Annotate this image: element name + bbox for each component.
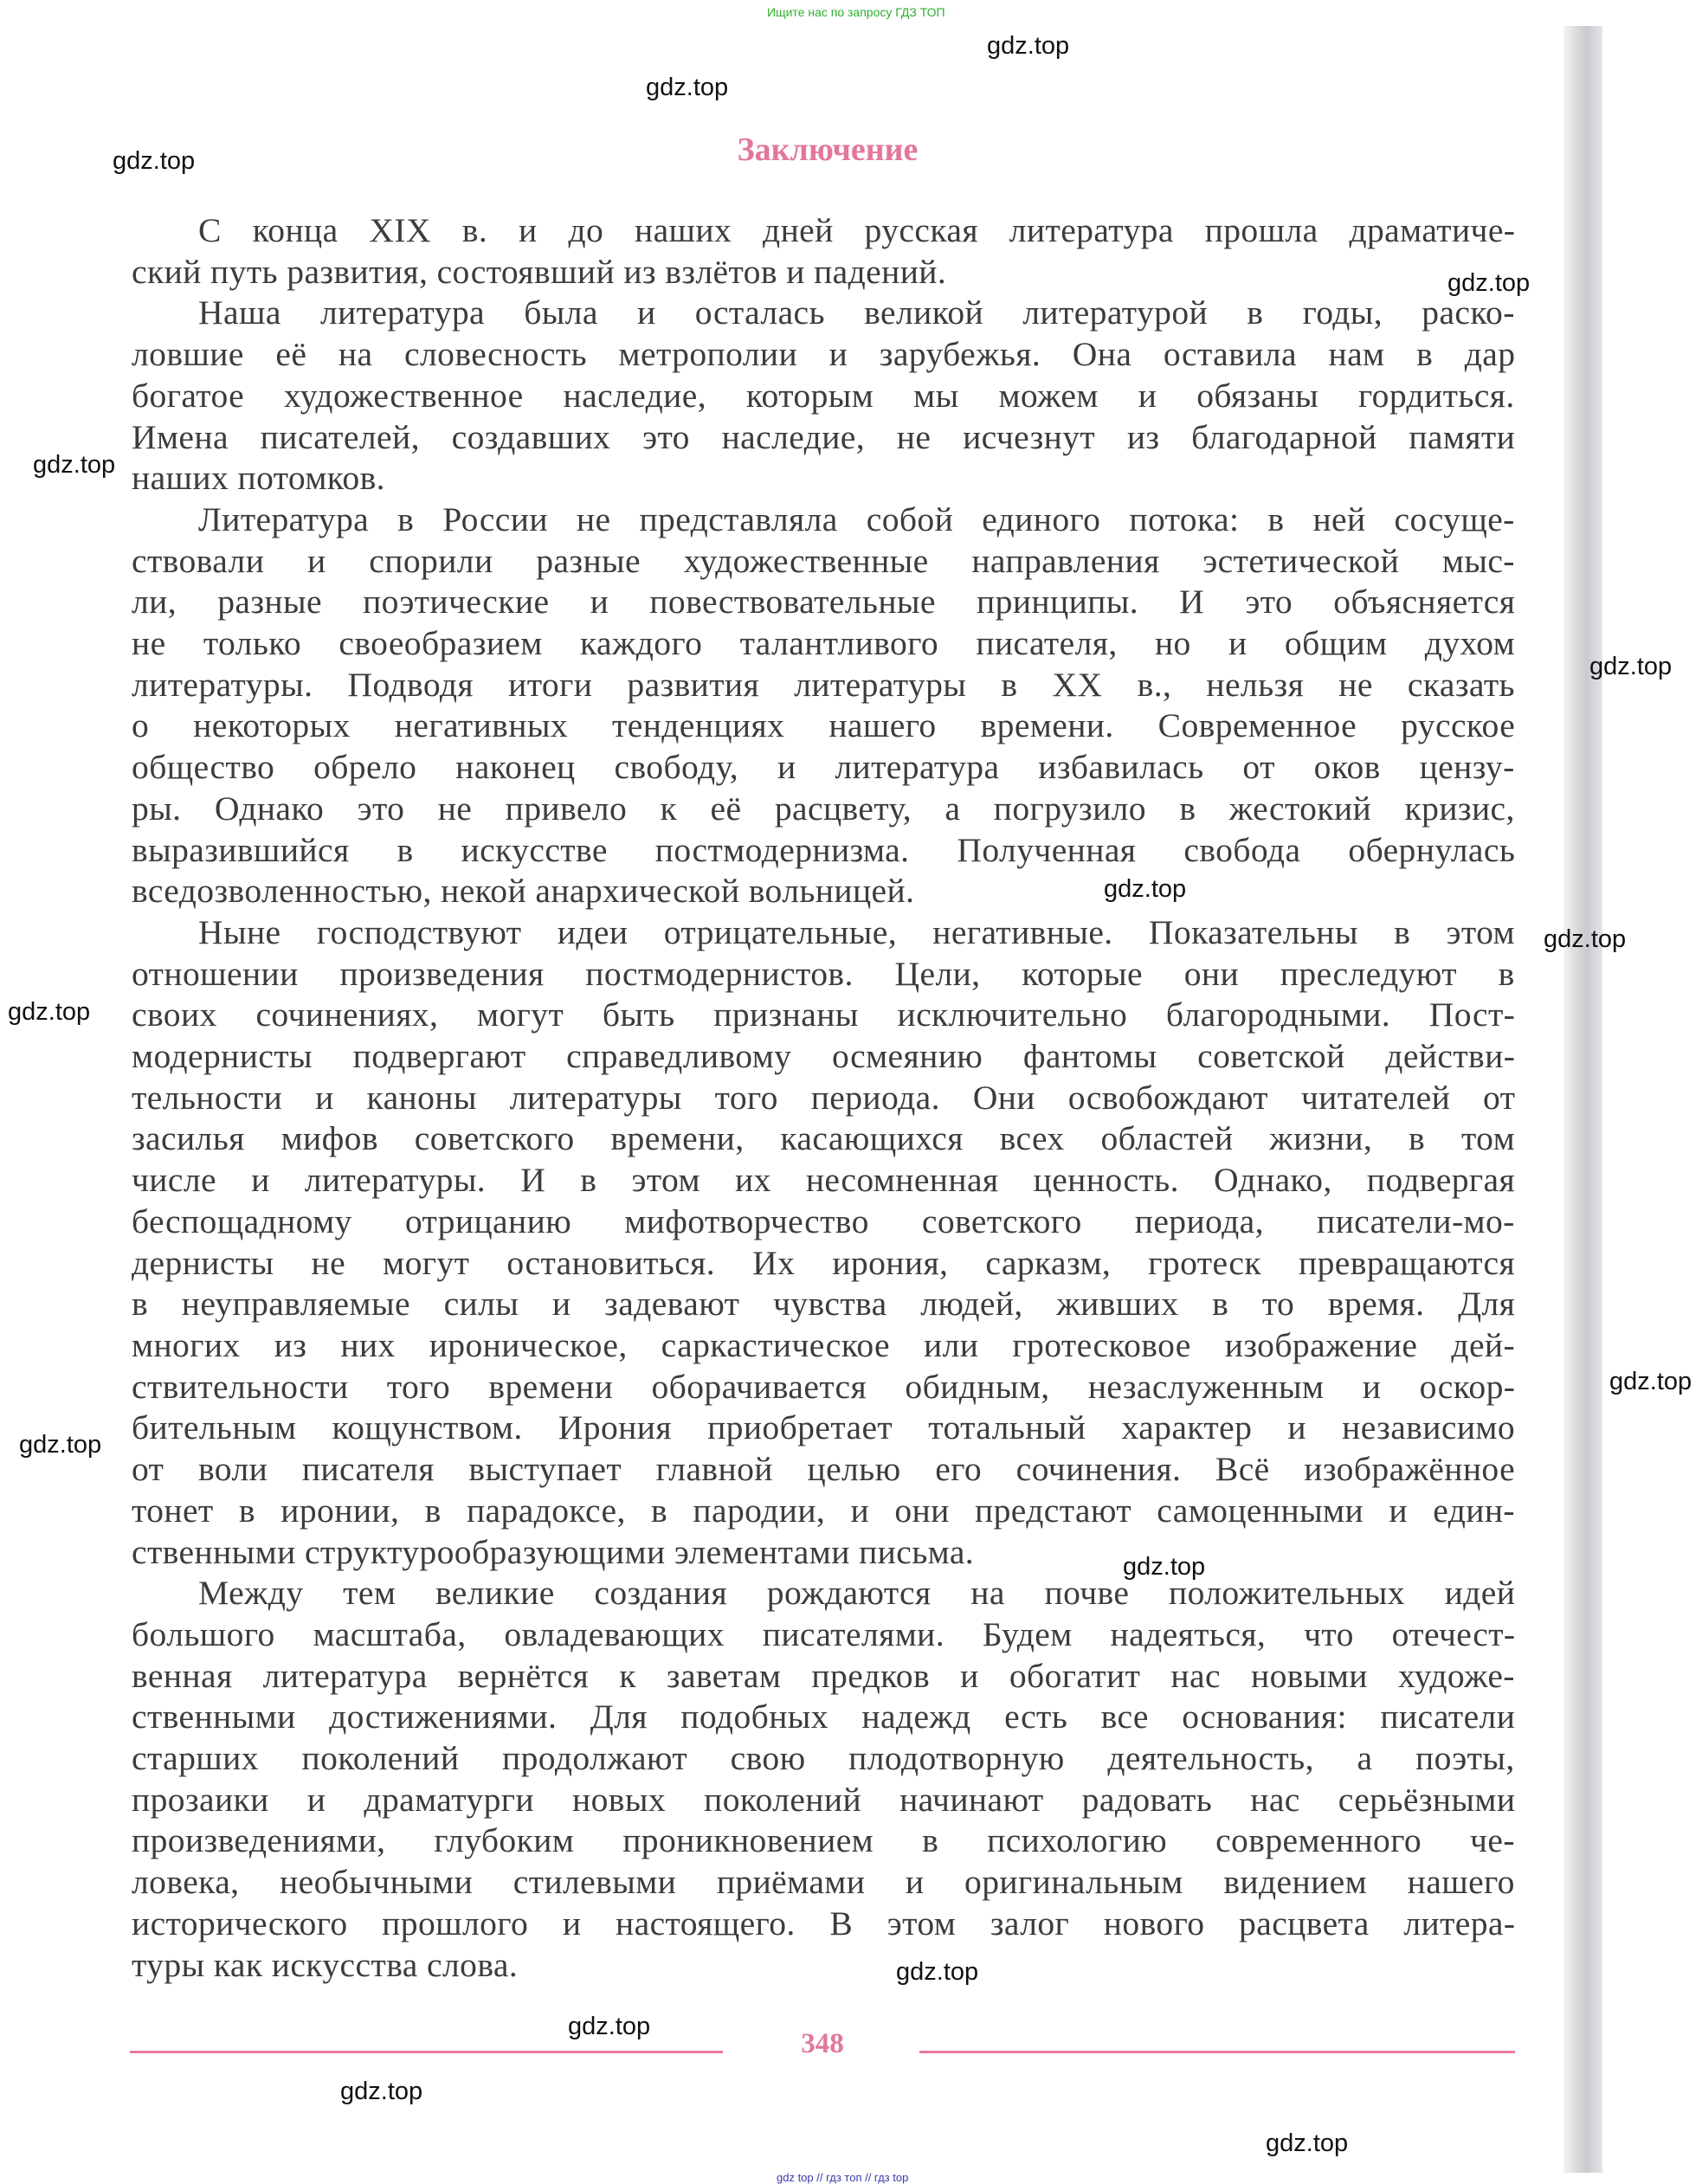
text-line: ловека, необычными стилевыми приёмами и оригинальным видением нашего	[132, 1863, 1515, 1902]
footer-rule-right	[919, 2051, 1515, 2053]
text-line: ствовали и спорили разные художественные направления эстетической мыс-	[132, 541, 1515, 580]
text-line: Между тем великие создания рождаются на почве положительных идей	[198, 1574, 1516, 1613]
text-line: от воли писателя выступает главной целью его сочинения. Всё изображённое	[132, 1450, 1516, 1489]
text-line: бительным кощунством. Ирония приобретает тотальный характер и независимо	[132, 1408, 1516, 1447]
text-line: тонет в иронии, в парадоксе, в пародии, и они предстают самоценными и един-	[132, 1491, 1515, 1530]
text-line: ли, разные поэтические и повествовательные принципы. И это объясняется	[132, 583, 1516, 622]
text-line: литературы. Подводя итоги развития литературы в XX в., нельзя не сказать	[132, 665, 1515, 704]
text-line: выразившийся в искусстве постмодернизма. Полученная свобода обернулась	[132, 830, 1516, 869]
page-number: 348	[801, 2028, 844, 2059]
text-line: модернисты подвергают справедливому осмеянию фантомы советской действи-	[132, 1037, 1516, 1076]
text-line: беспощадному отрицанию мифотворчество советского периода, писатели-мо-	[132, 1202, 1515, 1240]
watermark: gdz.top	[1104, 875, 1187, 903]
watermark: gdz.top	[646, 74, 729, 101]
watermark: gdz.top	[568, 2013, 651, 2040]
watermark: gdz.top	[340, 2078, 423, 2105]
watermark: gdz.top	[1123, 1553, 1206, 1581]
text-line: ственными достижениями. Для подобных надежд есть все основания: писатели	[132, 1698, 1516, 1736]
text-line: наших потомков.	[132, 459, 385, 498]
footer-rule-left	[130, 2051, 723, 2053]
header-note: Ищите нас по запросу ГДЗ ТОП	[767, 5, 945, 19]
text-line: Имена писателей, создавших это наследие, не исчезнут из благодарной памяти	[132, 417, 1516, 456]
watermark: gdz.top	[19, 1431, 102, 1459]
text-line: исторического прошлого и настоящего. В этом залог нового расцвета литера-	[132, 1904, 1516, 1942]
text-line: общество обрело наконец свободу, и литература избавилась от оков цензу-	[132, 748, 1515, 787]
paragraph	[132, 499, 1515, 912]
page-edge-shadow	[1563, 26, 1602, 2173]
text-line: своих сочинениях, могут быть признаны исключительно благородными. Пост-	[132, 995, 1516, 1034]
text-line: засилья мифов советского времени, касающихся всех областей жизни, в том	[132, 1119, 1516, 1158]
text-line: прозаики и драматурги новых поколений начинают радовать нас серьёзными	[132, 1780, 1516, 1819]
text-line: числе и литературы. И в этом их несомненная ценность. Однако, подвергая	[132, 1161, 1516, 1200]
paragraph	[132, 912, 1515, 1573]
text-line: С конца XIX в. и до наших дней русская литература прошла драматиче-	[198, 211, 1516, 249]
text-line: тельности и каноны литературы того периода. Они освобождают читателей от	[132, 1078, 1516, 1117]
text-line: в неуправляемые силы и задевают чувства людей, живших в то время. Для	[132, 1285, 1516, 1324]
watermark: gdz.top	[33, 451, 116, 479]
watermark: gdz.top	[1266, 2129, 1349, 2157]
watermark: gdz.top	[8, 998, 91, 1026]
text-line: Литература в России не представляла собой единого потока: в ней сосуще-	[198, 499, 1515, 538]
text-line: ры. Однако это не привело к её расцвету, а погрузило в жестокий кризис,	[132, 789, 1515, 828]
paragraph	[132, 293, 1515, 499]
watermark: gdz.top	[1589, 653, 1673, 680]
text-line: ственными структурообразующими элементами письма.	[132, 1532, 975, 1571]
text-line: старших поколений продолжают свою плодотворную деятельность, а поэты,	[132, 1739, 1515, 1778]
watermark: gdz.top	[1609, 1368, 1692, 1395]
paragraph	[132, 1573, 1515, 1986]
text-line: ский путь развития, состоявший из взлётов и падений.	[132, 252, 947, 291]
text-line: отношении произведения постмодернистов. Цели, которые они преследуют в	[132, 954, 1515, 993]
text-line: ствительности того времени оборачивается обидным, незаслуженным и оскор-	[132, 1367, 1516, 1406]
text-line: богатое художественное наследие, которым мы можем и обязаны гордиться.	[132, 376, 1515, 415]
text-line: венная литература вернётся к заветам предков и обогатит нас новыми художе-	[132, 1656, 1515, 1695]
text-line: Ныне господствуют идеи отрицательные, негативные. Показательны в этом	[198, 912, 1515, 951]
text-line: большого масштаба, овладевающих писателями. Будем надеяться, что отечест-	[132, 1614, 1516, 1653]
watermark: gdz.top	[113, 147, 196, 175]
text-line: ловшие её на словесность метрополии и зарубежья. Она оставила нам в дар	[132, 335, 1516, 374]
watermark: gdz.top	[1544, 925, 1627, 953]
text-line: многих из них ироническое, саркастическое или гротесковое изображение дей-	[132, 1325, 1516, 1364]
watermark: gdz.top	[987, 32, 1070, 60]
body-text	[132, 210, 1515, 1986]
watermark: gdz.top	[1447, 269, 1531, 297]
text-line: дернисты не могут остановиться. Их ирония, сарказм, гротеск превращаются	[132, 1243, 1516, 1282]
text-line: не только своеобразием каждого талантливого писателя, но и общим духом	[132, 624, 1516, 663]
text-line: туры как искусства слова.	[132, 1945, 519, 1984]
text-line: Наша литература была и осталась великой литературой в годы, раско-	[198, 293, 1515, 332]
text-line: произведениями, глубоким проникновением в психологию современного че-	[132, 1821, 1515, 1860]
text-line: о некоторых негативных тенденциях нашего времени. Современное русское	[132, 706, 1516, 745]
watermark: gdz.top	[896, 1958, 979, 1986]
page-title: Заключение	[737, 132, 919, 168]
paragraph	[132, 210, 1515, 293]
footer-note: gdz top // гдз топ // гдз top	[777, 2171, 909, 2184]
text-line: вседозволенностью, некой анархической вольницей.	[132, 872, 915, 911]
